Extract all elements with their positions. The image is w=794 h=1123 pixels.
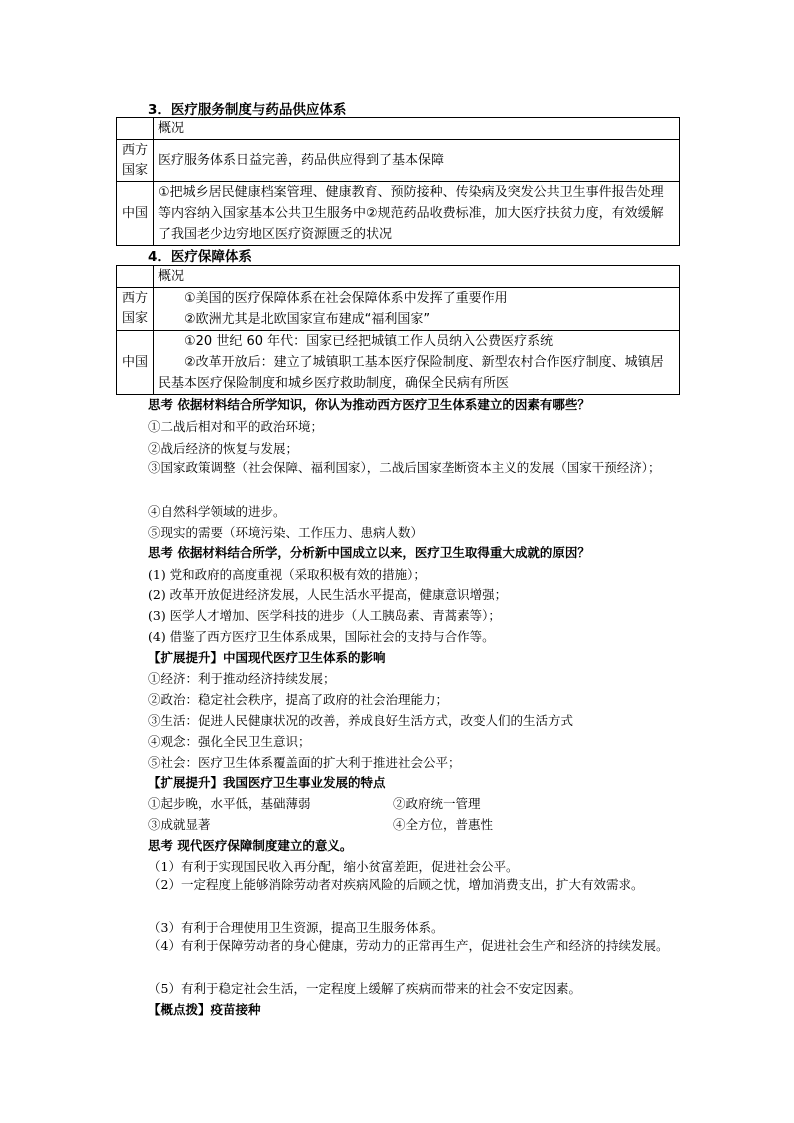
row-label: 西方国家 bbox=[117, 288, 154, 331]
list-item: ②政府统一管理 bbox=[393, 796, 481, 811]
row-text: 医疗服务体系日益完善，药品供应得到了基本保障 bbox=[154, 140, 680, 182]
table-header-row bbox=[117, 266, 680, 288]
list-item: （2）一定程度上能够消除劳动者对疾病风险的后顾之忧，增加消费支出，扩大有效需求。 bbox=[148, 877, 644, 892]
list-item: ②战后经济的恢复与发展； bbox=[148, 441, 299, 456]
row-line: ①美国的医疗保障体系在社会保障体系中发挥了重要作用 bbox=[184, 291, 508, 306]
row-label: 中国 bbox=[117, 182, 154, 246]
list-item: ④观念：强化全民卫生意识； bbox=[148, 734, 311, 749]
think3-title: 思考 现代医疗保障制度建立的意义。 bbox=[148, 838, 353, 853]
point-title: 【概点拨】疫苗接种 bbox=[148, 1002, 261, 1017]
table-header: 概况 bbox=[154, 118, 680, 140]
row-label: 西方国家 bbox=[117, 140, 154, 182]
feature-row bbox=[148, 815, 548, 833]
list-item: ①二战后相对和平的政治环境； bbox=[148, 419, 324, 434]
expand2-title: 【扩展提升】我国医疗卫生事业发展的特点 bbox=[148, 775, 386, 790]
feature-row bbox=[148, 794, 548, 812]
expand1-title: 【扩展提升】中国现代医疗卫生体系的影响 bbox=[148, 650, 386, 665]
row-line: ②欧洲尤其是北欧国家宣布建成“福利国家” bbox=[184, 312, 431, 327]
table-header-row bbox=[117, 118, 680, 140]
table-row bbox=[117, 331, 680, 395]
table-header: 概况 bbox=[154, 266, 680, 288]
list-item: (1) 党和政府的高度重视（采取积极有效的措施）； bbox=[148, 567, 426, 582]
list-item: ④自然科学领域的进步。 bbox=[148, 504, 286, 519]
list-item: （5）有利于稳定社会生活，一定程度上缓解了疾病而带来的社会不安定因素。 bbox=[148, 981, 581, 996]
list-item: ②政治：稳定社会秩序，提高了政府的社会治理能力； bbox=[148, 692, 449, 707]
table-row bbox=[117, 182, 680, 246]
section3-table bbox=[116, 117, 680, 246]
list-item: (3) 医学人才增加、医学科技的进步（人工胰岛素、青蒿素等）； bbox=[148, 608, 501, 623]
think1-title: 思考 依据材料结合所学知识，你认为推动西方医疗卫生体系建立的因素有哪些？ bbox=[148, 397, 590, 412]
table-row bbox=[117, 140, 680, 182]
think2-title: 思考 依据材料结合所学，分析新中国成立以来，医疗卫生取得重大成就的原因？ bbox=[148, 545, 590, 560]
list-item: ③生活：促进人民健康状况的改善，养成良好生活方式，改变人们的生活方式 bbox=[148, 713, 574, 728]
section4-title: 4．医疗保障体系 bbox=[148, 249, 252, 265]
section3-title: 3．医疗服务制度与药品供应体系 bbox=[148, 102, 347, 118]
list-item: (2) 改革开放促进经济发展，人民生活水平提高，健康意识增强； bbox=[148, 587, 508, 602]
list-item: (4) 借鉴了西方医疗卫生体系成果，国际社会的支持与合作等。 bbox=[148, 629, 495, 644]
list-item: （3）有利于合理使用卫生资源，提高卫生服务体系。 bbox=[148, 920, 444, 935]
list-item: ①起步晚，水平低，基础薄弱 bbox=[148, 796, 311, 811]
list-item: （1）有利于实现国民收入再分配，缩小贫富差距，促进社会公平。 bbox=[148, 859, 519, 874]
list-item: （4）有利于保障劳动者的身心健康，劳动力的正常再生产，促进社会生产和经济的持续发展。 bbox=[148, 938, 669, 953]
section4-table bbox=[116, 265, 680, 395]
list-item: ③国家政策调整（社会保障、福利国家），二战后国家垄断资本主义的发展（国家干预经济）； bbox=[148, 460, 661, 475]
list-item: ⑤社会：医疗卫生体系覆盖面的扩大利于推进社会公平； bbox=[148, 755, 461, 770]
table-row bbox=[117, 288, 680, 331]
list-item: ③成就显著 bbox=[148, 817, 211, 832]
list-item: ④全方位，普惠性 bbox=[393, 817, 494, 832]
row-label: 中国 bbox=[117, 331, 154, 395]
list-item: ①经济：利于推动经济持续发展； bbox=[148, 671, 336, 686]
row-line: ②改革开放后：建立了城镇职工基本医疗保险制度、新型农村合作医疗制度、城镇居民基本医疗保险制度和城乡医疗救助制度，确保全民病有所医 bbox=[158, 355, 664, 391]
row-line: ①20 世纪 60 年代：国家已经把城镇工作人员纳入公费医疗系统 bbox=[184, 334, 554, 349]
row-text: ①把城乡居民健康档案管理、健康教育、预防接种、传染病及突发公共卫生事件报告处理等内容纳入国家基本公共卫生服务中②规范药品收费标准，加大医疗扶贫力度，有效缓解了我国老少边穷地区医疗资源匮乏的状况 bbox=[154, 182, 680, 246]
list-item: ⑤现实的需要（环境污染、工作压力、患病人数） bbox=[148, 525, 424, 540]
